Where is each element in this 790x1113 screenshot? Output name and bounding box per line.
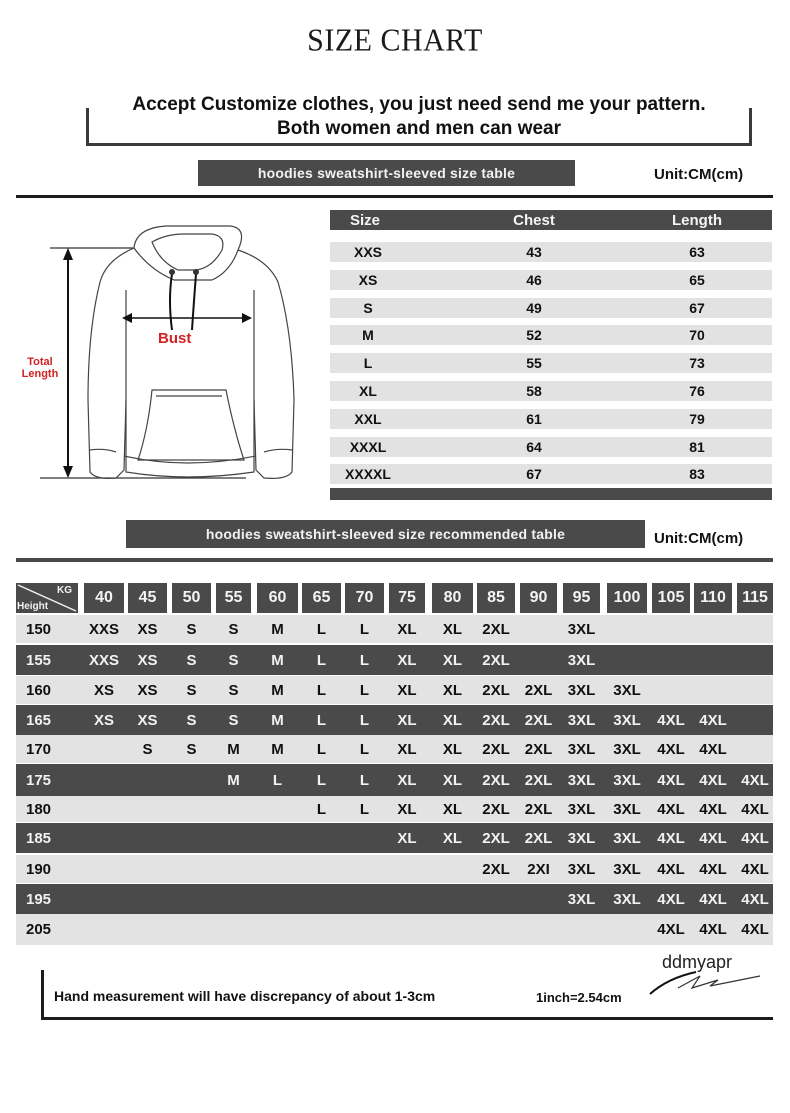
- size-cell: 2XL: [524, 771, 553, 789]
- size-cell: 2XL: [482, 740, 510, 758]
- size-cell: S: [186, 620, 197, 638]
- size-cell: XL: [442, 620, 463, 638]
- inch-conversion: 1inch=2.54cm: [536, 990, 622, 1005]
- table-row: [16, 735, 773, 763]
- size-cell: XS: [93, 711, 114, 729]
- size-cell: 2XL: [482, 860, 510, 878]
- size-cell: 3XL: [567, 711, 596, 729]
- size-cell: 3XL: [567, 800, 596, 818]
- size-cell: [428, 884, 477, 914]
- size-cell: 4XL: [741, 829, 769, 847]
- size-cell: [690, 645, 736, 675]
- weight-header: 40: [84, 583, 124, 613]
- size-cell: [428, 855, 477, 883]
- length-cell: 70: [689, 327, 705, 343]
- size-cell: XXXL: [349, 439, 387, 455]
- size-cell: 4XL: [657, 921, 685, 938]
- size-cell: 3XL: [567, 771, 596, 789]
- size-cell: 4XL: [657, 740, 685, 758]
- weight-header: 70: [345, 583, 384, 613]
- length-cell: 81: [689, 439, 705, 455]
- size-cell: [473, 914, 519, 945]
- table-row: [330, 242, 772, 262]
- size-cell: XS: [137, 711, 158, 729]
- size-cell: M: [271, 651, 284, 669]
- weight-header: 50: [172, 583, 211, 613]
- divider: [16, 195, 773, 198]
- size-cell: 2XL: [482, 829, 510, 847]
- size-cell: [690, 615, 736, 643]
- size-cell: L: [316, 800, 327, 818]
- size-cell: [253, 855, 302, 883]
- size-cell: 3XL: [613, 800, 641, 818]
- size-cell: [516, 615, 561, 643]
- size-cell: [516, 884, 561, 914]
- size-cell: 3XL: [567, 829, 596, 847]
- size-cell: M: [271, 681, 284, 699]
- size-cell: [80, 855, 128, 883]
- size-cell: [298, 914, 345, 945]
- size-cell: [516, 645, 561, 675]
- size-cell: 4XL: [699, 890, 727, 908]
- size-cell: [341, 855, 388, 883]
- table-row: [16, 823, 773, 853]
- size-cell: [80, 735, 128, 763]
- size-cell: 4XL: [741, 860, 769, 878]
- size-cell: 4XL: [699, 740, 727, 758]
- total-length-label-line2: Length: [21, 368, 59, 380]
- size-cell: [341, 914, 388, 945]
- length-cell: 63: [689, 244, 705, 260]
- height-cell: 170: [26, 740, 52, 758]
- size-cell: M: [227, 740, 240, 758]
- size-cell: XL: [442, 829, 463, 847]
- size-cell: 3XL: [613, 681, 641, 699]
- size-cell: XL: [442, 771, 463, 789]
- table-row: [330, 325, 772, 345]
- table-row: [16, 855, 773, 883]
- size-cell: XL: [397, 800, 417, 818]
- size-cell: S: [363, 300, 373, 316]
- size-cell: [341, 823, 388, 853]
- height-cell: 180: [26, 800, 52, 818]
- table-row: [16, 645, 773, 675]
- total-length-label: [18, 356, 62, 380]
- divider: [16, 558, 773, 562]
- size-cell: 2XL: [482, 711, 510, 729]
- size-cell: L: [359, 800, 370, 818]
- chest-cell: 61: [526, 411, 542, 427]
- recommend-table-unit: Unit:CM(cm): [654, 530, 744, 547]
- size-cell: M: [227, 771, 240, 789]
- weight-header: 95: [563, 583, 600, 613]
- size-cell: [733, 735, 777, 763]
- size-cell: L: [359, 740, 370, 758]
- size-cell: XL: [359, 383, 377, 399]
- size-cell: [168, 823, 215, 853]
- size-cell: XS: [137, 620, 158, 638]
- size-cell: [516, 914, 561, 945]
- size-cell: [212, 823, 255, 853]
- height-cell: 205: [26, 921, 52, 938]
- size-cell: 2XL: [482, 651, 510, 669]
- size-cell: [603, 914, 651, 945]
- size-cell: XS: [358, 272, 378, 288]
- weight-header: 110: [694, 583, 732, 613]
- bust-label: Bust: [158, 330, 192, 347]
- size-cell: [212, 914, 255, 945]
- size-cell: L: [316, 681, 327, 699]
- size-cell: 2XL: [524, 829, 553, 847]
- table-row: [16, 615, 773, 643]
- chest-cell: 43: [526, 244, 542, 260]
- table-row: [330, 353, 772, 373]
- weight-header: 75: [389, 583, 425, 613]
- size-cell: [168, 884, 215, 914]
- size-cell: [341, 884, 388, 914]
- size-cell: XL: [397, 620, 417, 638]
- size-cell: XXS: [88, 620, 119, 638]
- size-cell: 3XL: [567, 740, 596, 758]
- size-cell: [168, 764, 215, 796]
- size-cell: M: [271, 711, 284, 729]
- size-cell: L: [359, 620, 370, 638]
- table-row: [16, 764, 773, 796]
- size-table-band: hoodies sweatshirt-sleeved size table: [198, 160, 575, 186]
- table-row: [330, 464, 772, 484]
- size-cell: L: [316, 771, 327, 789]
- size-cell: L: [359, 711, 370, 729]
- weight-header: 60: [257, 583, 298, 613]
- size-cell: 4XL: [699, 771, 727, 789]
- size-cell: XL: [397, 651, 417, 669]
- kg-label: KG: [57, 585, 72, 596]
- length-cell: 73: [689, 355, 705, 371]
- size-cell: [733, 676, 777, 704]
- size-cell: 3XL: [567, 890, 596, 908]
- size-cell: [212, 796, 255, 822]
- size-cell: M: [271, 620, 284, 638]
- size-cell: [559, 914, 604, 945]
- col-chest-header: Chest: [513, 211, 555, 229]
- table-row: [330, 381, 772, 401]
- size-cell: [168, 914, 215, 945]
- size-cell: S: [228, 711, 239, 729]
- size-cell: [253, 914, 302, 945]
- size-cell: 3XL: [613, 740, 641, 758]
- size-cell: 2XI: [527, 860, 550, 878]
- table-row: [330, 298, 772, 318]
- col-size-header: Size: [350, 211, 381, 229]
- notice-unisex-text: Both women and men can wear: [277, 118, 561, 139]
- weight-header: 45: [128, 583, 167, 613]
- size-cell: [733, 615, 777, 643]
- size-cell: L: [316, 740, 327, 758]
- size-cell: 2XL: [524, 681, 553, 699]
- size-cell: [124, 823, 171, 853]
- height-cell: 160: [26, 681, 52, 699]
- length-cell: 79: [689, 411, 705, 427]
- size-cell: 2XL: [482, 800, 510, 818]
- size-cell: XL: [397, 711, 417, 729]
- length-cell: 65: [689, 272, 705, 288]
- size-cell: [124, 855, 171, 883]
- height-label: Height: [17, 601, 49, 612]
- length-cell: 76: [689, 383, 705, 399]
- size-cell: 2XL: [524, 711, 553, 729]
- measurement-note: Hand measurement will have discrepancy of about 1-3cm: [54, 988, 436, 1004]
- size-cell: XXXXL: [345, 466, 391, 482]
- size-cell: 4XL: [741, 771, 769, 789]
- size-cell: [253, 823, 302, 853]
- size-cell: 3XL: [567, 620, 596, 638]
- size-cell: M: [362, 327, 374, 343]
- size-cell: XL: [442, 800, 463, 818]
- weight-header: 100: [607, 583, 647, 613]
- size-cell: XXS: [353, 244, 382, 260]
- size-cell: [385, 884, 429, 914]
- table-row: [16, 914, 773, 945]
- size-cell: 4XL: [657, 800, 685, 818]
- size-cell: 4XL: [657, 890, 685, 908]
- col-length-header: Length: [672, 211, 722, 229]
- size-cell: M: [271, 740, 284, 758]
- size-table-footer-bar: [330, 488, 772, 500]
- size-cell: [648, 645, 694, 675]
- size-cell: [298, 884, 345, 914]
- size-cell: S: [142, 740, 153, 758]
- size-cell: 3XL: [613, 890, 641, 908]
- size-cell: [253, 796, 302, 822]
- size-cell: S: [228, 620, 239, 638]
- height-cell: 195: [26, 890, 52, 908]
- notice-custom-text: Accept Customize clothes, you just need send me your pattern.: [132, 94, 706, 115]
- size-cell: 3XL: [567, 681, 596, 699]
- table-row: [330, 270, 772, 290]
- size-cell: S: [186, 711, 197, 729]
- table-row: [16, 796, 773, 822]
- size-cell: [80, 823, 128, 853]
- size-cell: [298, 823, 345, 853]
- size-table-unit: Unit:CM(cm): [654, 166, 744, 183]
- size-cell: [80, 796, 128, 822]
- size-cell: [80, 764, 128, 796]
- weight-header: 90: [520, 583, 557, 613]
- size-cell: [124, 796, 171, 822]
- size-cell: XL: [442, 740, 463, 758]
- size-cell: 2XL: [524, 740, 553, 758]
- size-cell: XL: [397, 681, 417, 699]
- size-cell: 4XL: [699, 921, 727, 938]
- size-cell: [124, 914, 171, 945]
- chest-cell: 49: [526, 300, 542, 316]
- page-title: SIZE CHART: [307, 23, 483, 58]
- size-cell: 2XL: [482, 620, 510, 638]
- size-cell: 3XL: [567, 860, 596, 878]
- weight-header: 55: [216, 583, 251, 613]
- chest-cell: 55: [526, 355, 542, 371]
- size-cell: 4XL: [657, 860, 685, 878]
- recommend-table-band: hoodies sweatshirt-sleeved size recommended table: [126, 520, 645, 548]
- size-cell: 4XL: [699, 711, 727, 729]
- size-cell: [298, 855, 345, 883]
- size-cell: L: [359, 681, 370, 699]
- size-cell: 3XL: [613, 771, 641, 789]
- size-cell: S: [186, 651, 197, 669]
- size-cell: XXL: [354, 411, 382, 427]
- size-cell: 4XL: [699, 829, 727, 847]
- size-cell: [124, 764, 171, 796]
- weight-header: 80: [432, 583, 473, 613]
- size-cell: XXS: [88, 651, 119, 669]
- size-cell: XL: [397, 771, 417, 789]
- size-cell: 4XL: [699, 860, 727, 878]
- size-cell: XL: [397, 829, 417, 847]
- size-cell: 3XL: [613, 829, 641, 847]
- size-cell: 2XL: [524, 800, 553, 818]
- size-cell: [212, 884, 255, 914]
- size-cell: L: [363, 355, 373, 371]
- signature-scribble-icon: [648, 966, 768, 998]
- size-cell: [648, 615, 694, 643]
- size-cell: [80, 914, 128, 945]
- size-cell: 4XL: [699, 800, 727, 818]
- size-cell: [168, 855, 215, 883]
- size-cell: 4XL: [741, 890, 769, 908]
- size-cell: L: [316, 711, 327, 729]
- size-cell: [428, 914, 477, 945]
- size-cell: XL: [442, 681, 463, 699]
- table-row: [330, 437, 772, 457]
- table-row: [330, 409, 772, 429]
- size-cell: S: [228, 681, 239, 699]
- size-cell: [168, 796, 215, 822]
- size-cell: XL: [442, 711, 463, 729]
- size-cell: 2XL: [482, 681, 510, 699]
- size-cell: [385, 914, 429, 945]
- size-cell: S: [186, 681, 197, 699]
- size-cell: [253, 884, 302, 914]
- size-cell: 4XL: [657, 829, 685, 847]
- size-cell: 3XL: [613, 860, 641, 878]
- size-cell: L: [359, 771, 370, 789]
- weight-header: 65: [302, 583, 341, 613]
- size-cell: [690, 676, 736, 704]
- size-cell: 3XL: [613, 711, 641, 729]
- size-cell: [212, 855, 255, 883]
- size-cell: [385, 855, 429, 883]
- size-cell: [733, 645, 777, 675]
- size-cell: [648, 676, 694, 704]
- size-cell: [473, 884, 519, 914]
- size-cell: [603, 615, 651, 643]
- chest-cell: 46: [526, 272, 542, 288]
- size-cell: [80, 884, 128, 914]
- chest-cell: 67: [526, 466, 542, 482]
- size-cell: 4XL: [741, 921, 769, 938]
- size-cell: L: [272, 771, 283, 789]
- size-cell: S: [186, 740, 197, 758]
- size-cell: S: [228, 651, 239, 669]
- size-cell: L: [359, 651, 370, 669]
- size-cell: L: [316, 620, 327, 638]
- size-cell: XS: [93, 681, 114, 699]
- chest-cell: 52: [526, 327, 542, 343]
- chest-cell: 64: [526, 439, 542, 455]
- height-cell: 155: [26, 651, 52, 669]
- size-cell: [733, 705, 777, 735]
- size-cell: 2XL: [482, 771, 510, 789]
- size-cell: XL: [442, 651, 463, 669]
- size-cell: XS: [137, 681, 158, 699]
- height-cell: 165: [26, 711, 52, 729]
- size-cell: L: [316, 651, 327, 669]
- weight-header: 85: [477, 583, 515, 613]
- height-weight-corner: [16, 583, 78, 613]
- length-cell: 67: [689, 300, 705, 316]
- height-cell: 190: [26, 860, 52, 878]
- size-cell: 3XL: [567, 651, 596, 669]
- table-row: [16, 676, 773, 704]
- size-cell: 4XL: [657, 771, 685, 789]
- table-row: [16, 705, 773, 735]
- height-cell: 185: [26, 829, 52, 847]
- signature: ddmyapr: [662, 952, 733, 972]
- size-cell: [124, 884, 171, 914]
- height-cell: 150: [26, 620, 52, 638]
- weight-header: 115: [737, 583, 773, 613]
- table-row: [16, 884, 773, 914]
- size-cell: 4XL: [657, 711, 685, 729]
- chest-cell: 58: [526, 383, 542, 399]
- length-cell: 83: [689, 466, 705, 482]
- size-table-header: [330, 210, 772, 230]
- size-cell: [603, 645, 651, 675]
- height-cell: 175: [26, 771, 52, 789]
- size-cell: 4XL: [741, 800, 769, 818]
- size-cell: XL: [397, 740, 417, 758]
- size-cell: XS: [137, 651, 158, 669]
- weight-header: 105: [652, 583, 690, 613]
- total-length-label-line1: Total: [27, 356, 53, 368]
